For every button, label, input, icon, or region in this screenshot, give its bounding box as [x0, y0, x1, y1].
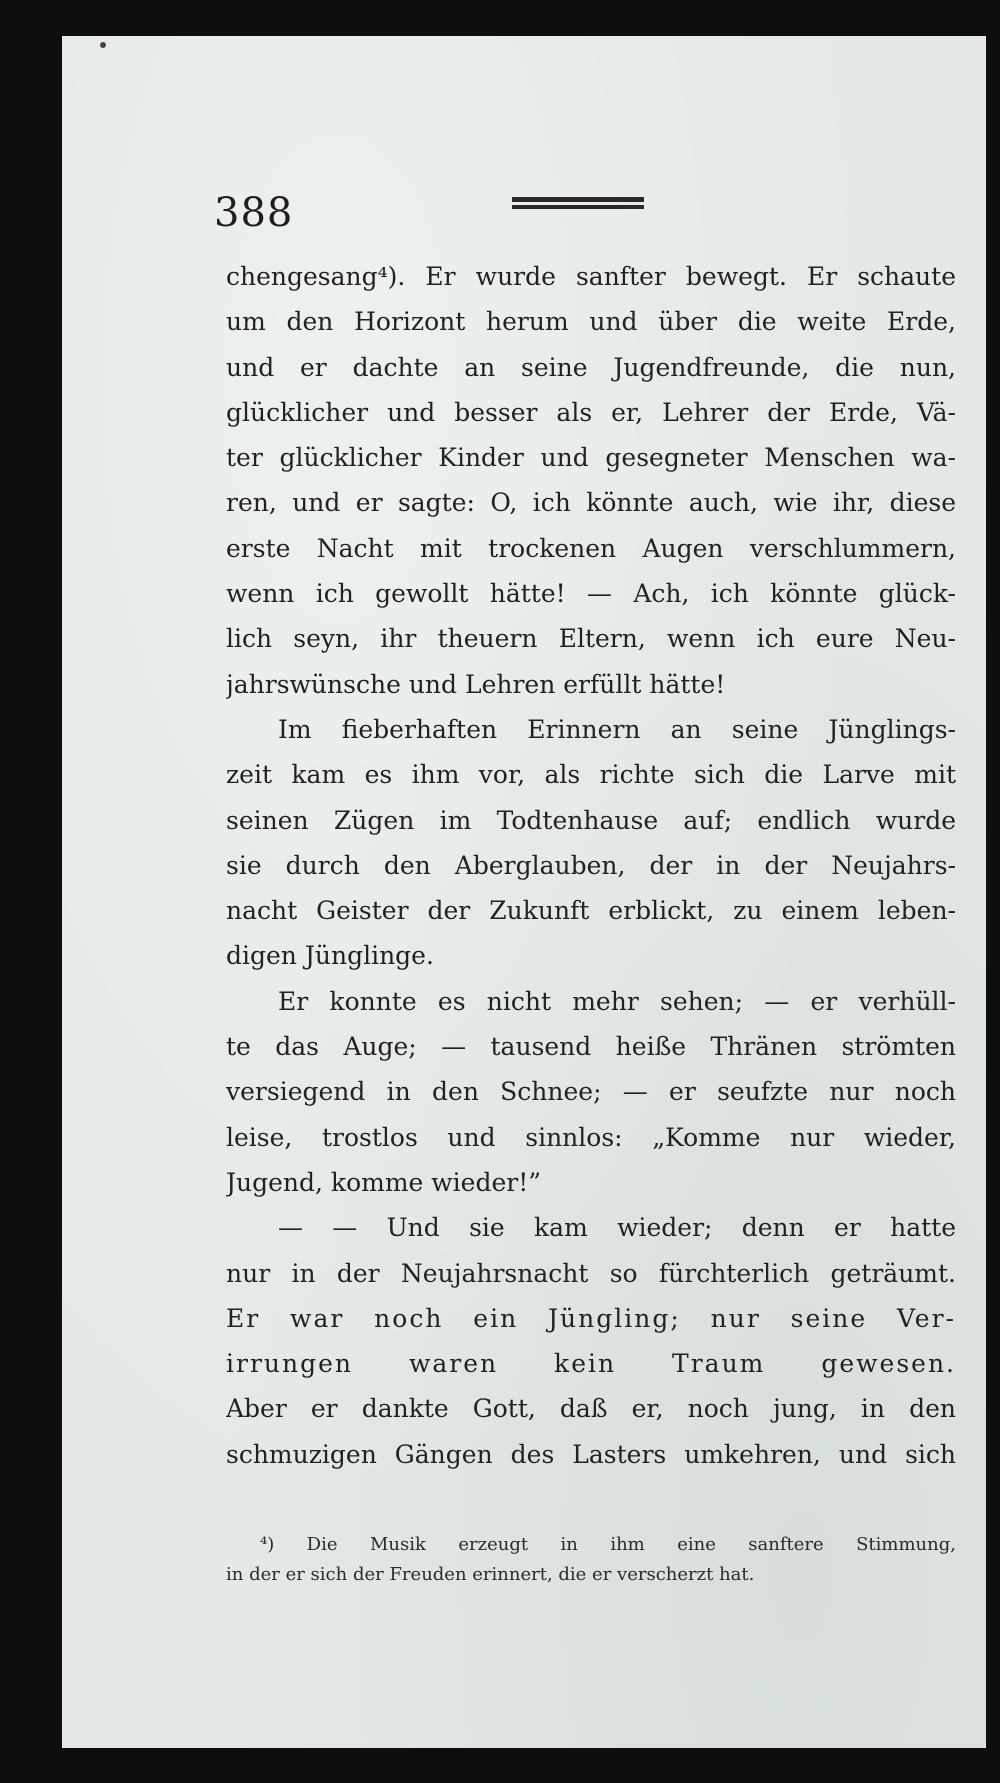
text-line: Im fieberhaften Erinnern an seine Jünglings-	[278, 714, 956, 744]
text-line: ren, und er sagte: O, ich könnte auch, wie ihr, diese	[226, 488, 956, 518]
header-rule-bar	[512, 197, 644, 202]
text-line: Jugend, komme wieder!”	[226, 1167, 542, 1197]
text-line: erste Nacht mit trockenen Augen verschlummern,	[226, 533, 956, 563]
text-line: zeit kam es ihm vor, als richte sich die Larve mit	[226, 760, 956, 790]
text-line: chengesang⁴). Er wurde sanfter bewegt. Er schaute	[226, 262, 956, 291]
text-line: Er konnte es nicht mehr sehen; — er verhüll-	[278, 986, 956, 1016]
text-line: leise, trostlos und sinnlos: „Komme nur wieder,	[226, 1122, 956, 1152]
text-line: glücklicher und besser als er, Lehrer der Erde, Vä-	[226, 397, 956, 427]
text-line: wenn ich gewollt hätte! — Ach, ich könnte glück-	[226, 579, 956, 609]
text-line: um den Horizont herum und über die weite Erde,	[226, 307, 956, 337]
header-rule-bar	[512, 205, 644, 209]
text-line: jahrswünsche und Lehren erfüllt hätte!	[226, 669, 726, 699]
text-line: schmuzigen Gängen des Lasters umkehren, und sich	[226, 1439, 956, 1469]
text-line: sie durch den Aberglauben, der in der Neujahrs-	[226, 850, 956, 880]
text-line: digen Jünglinge.	[226, 941, 434, 971]
text-line: nur in der Neujahrsnacht so fürchterlich geträumt.	[226, 1258, 956, 1288]
footnote	[226, 1530, 956, 1590]
text-line: te das Auge; — tausend heiße Thränen strömten	[226, 1032, 956, 1062]
page-number: 388	[214, 190, 294, 236]
body-text	[226, 254, 956, 1477]
footnote-line: in der er sich der Freuden erinnert, die er verscherzt hat.	[226, 1564, 755, 1585]
text-line: seinen Zügen im Todtenhause auf; endlich wurde	[226, 805, 956, 835]
text-line: versiegend in den Schnee; — er seufzte nur noch	[226, 1077, 956, 1107]
text-line: ter glücklicher Kinder und gesegneter Menschen wa-	[226, 443, 956, 473]
text-line: Er war noch ein Jüngling; nur seine Ver-	[226, 1303, 956, 1333]
text-line: — — Und sie kam wieder; denn er hatte	[278, 1213, 956, 1243]
text-line: lich seyn, ihr theuern Eltern, wenn ich eure Neu-	[226, 624, 956, 654]
footnote-line: ⁴) Die Musik erzeugt in ihm eine sanftere Stimmung,	[260, 1534, 956, 1555]
text-line: und er dachte an seine Jugendfreunde, die nun,	[226, 352, 956, 382]
text-line: nacht Geister der Zukunft erblickt, zu einem leben-	[226, 896, 956, 926]
text-line: Aber er dankte Gott, daß er, noch jung, in den	[226, 1394, 956, 1424]
text-line: irrungen waren kein Traum gewesen.	[226, 1349, 956, 1379]
header-rule	[512, 197, 644, 211]
paper-speck	[100, 42, 106, 48]
